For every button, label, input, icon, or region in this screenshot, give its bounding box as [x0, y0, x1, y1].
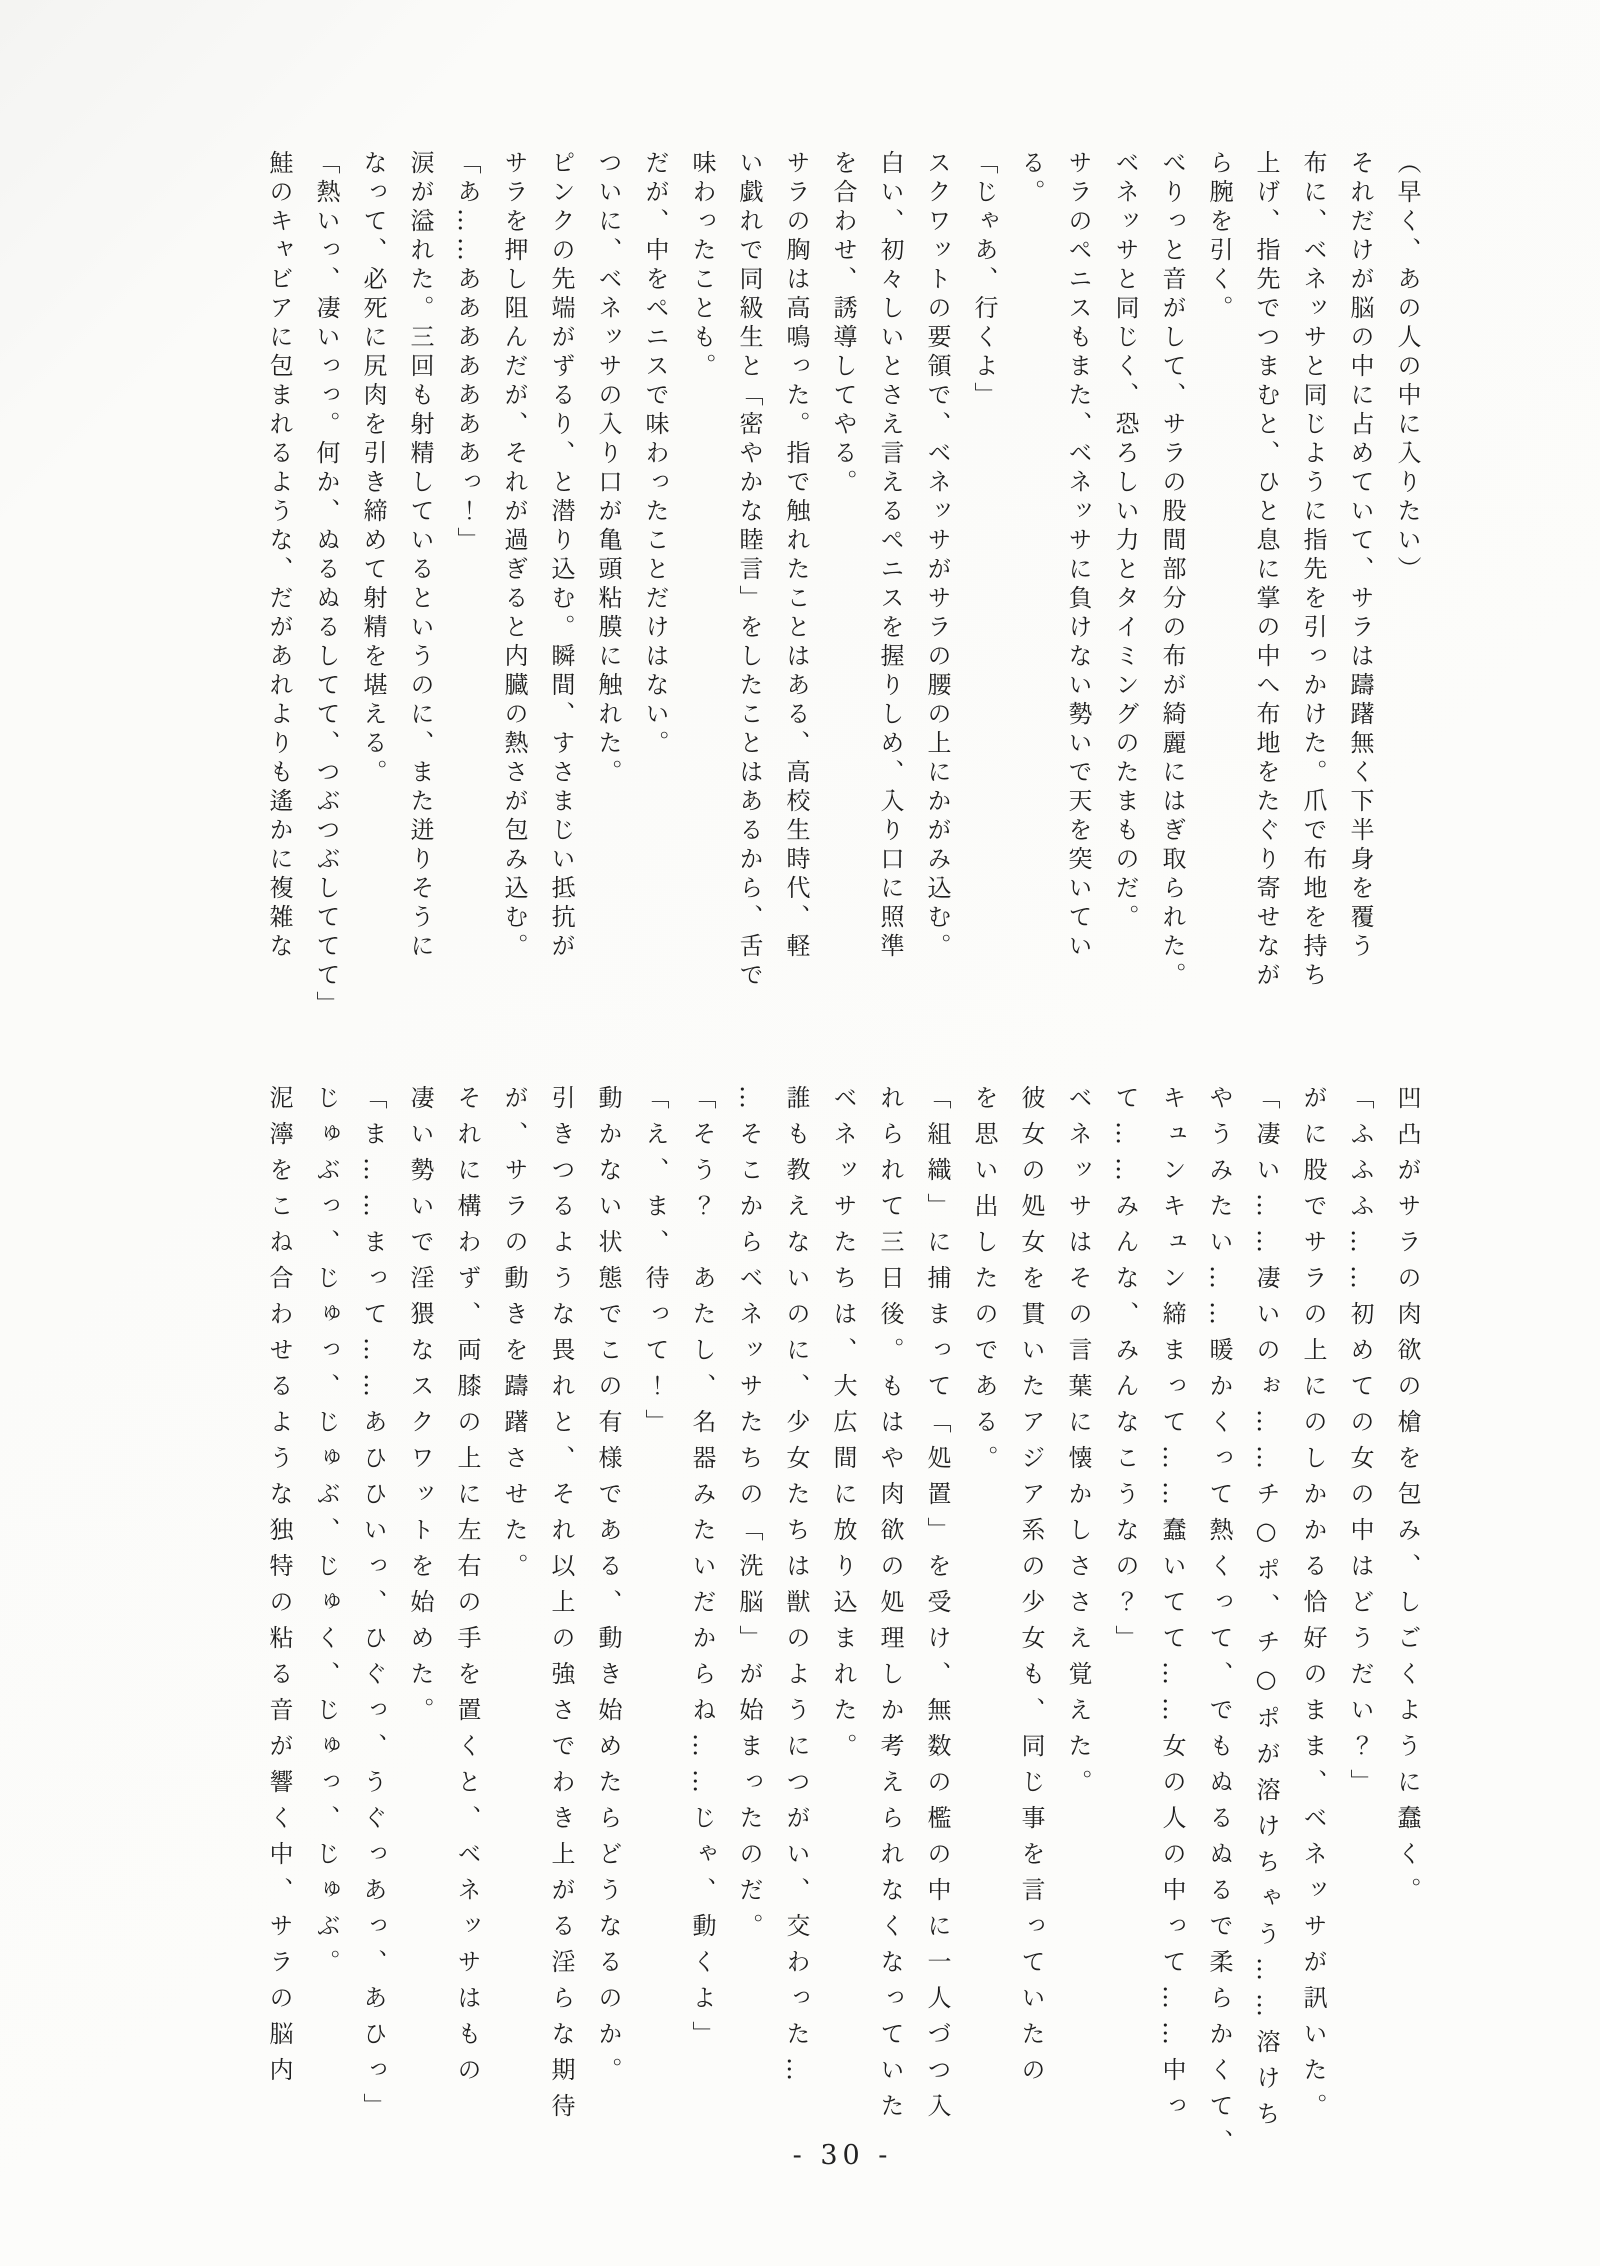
text-column: 「ま……まって……あひひいっ、ひぐっ、うぐっあっ、あひっ」: [359, 1085, 387, 2129]
text-column: がに股でサラの上にのしかかる恰好のまま、ベネッサが訊いた。: [1299, 1085, 1327, 2129]
text-column: 「熱いっ、凄いっっ。何か、ぬるぬるしてて、つぶつぶしててて」: [312, 150, 340, 1020]
text-column: 「凄い……凄いのぉ……チ○ポ、チ○ポが溶けちゃう……溶けち: [1252, 1085, 1280, 2137]
text-column: スクワットの要領で、ベネッサがサラの腰の上にかがみ込む。: [923, 150, 951, 962]
text-column: 味わったことも。: [688, 150, 716, 382]
text-column: だが、中をペニスで味わったことだけはない。: [641, 150, 669, 759]
text-column: ついに、ベネッサの入り口が亀頭粘膜に触れた。: [594, 150, 622, 788]
text-column: 彼女の処女を貫いたアジア系の少女も、同じ事を言っていたの: [1017, 1085, 1045, 2093]
text-column: ベネッサはその言葉に懐かしささえ覚えた。: [1064, 1085, 1092, 1805]
text-column: ピンクの先端がずるり、と潜り込む。瞬間、すさまじい抵抗が: [547, 150, 575, 962]
text-column: それだけが脳の中に占めていて、サラは躊躇無く下半身を覆う: [1346, 150, 1374, 962]
text-column: サラを押し阻んだが、それが過ぎると内臓の熱さが包み込む。: [500, 150, 528, 962]
text-column: 誰も教えないのに、少女たちは獣のようにつがい、交わった…: [782, 1085, 810, 2093]
text-column: い戯れで同級生と「密やかな睦言」をしたことはあるから、舌で: [735, 150, 763, 991]
text-column: が、サラの動きを躊躇させた。: [500, 1085, 528, 1589]
text-column: べりっと音がして、サラの股間部分の布が綺麗にはぎ取られた。: [1158, 150, 1186, 991]
text-column: じゅぶっ、じゅっ、じゅぶ、じゅく、じゅっ、じゅぶ。: [312, 1085, 340, 1985]
text-column: 布に、ベネッサと同じように指先を引っかけた。爪で布地を持ち: [1299, 150, 1327, 991]
text-column: 「ふふふ……初めての女の中はどうだい？」: [1346, 1085, 1374, 1805]
text-column: 「あ……あああああああっ！」: [453, 150, 481, 556]
text-column: 「じゃあ、行くよ」: [970, 150, 998, 411]
text-column: サラの胸は高鳴った。指で触れたことはある、高校生時代、軽: [782, 150, 810, 962]
text-column: 泥濘をこね合わせるような独特の粘る音が響く中、サラの脳内: [265, 1085, 293, 2093]
text-column: 「組織」に捕まって「処置」を受け、無数の檻の中に一人づつ入: [923, 1085, 951, 2129]
text-column: （早く、あの人の中に入りたい）: [1393, 150, 1421, 585]
text-column: …そこからベネッサたちの「洗脳」が始まったのだ。: [735, 1085, 763, 1949]
text-column: なって、必死に尻肉を引き締めて射精を堪える。: [359, 150, 387, 788]
text-block-top: [255, 150, 1430, 1080]
text-column: 涙が溢れた。三回も射精しているというのに、また迸りそうに: [406, 150, 434, 962]
text-column: を思い出したのである。: [970, 1085, 998, 1481]
text-column: れられて三日後。もはや肉欲の処理しか考えられなくなっていた: [876, 1085, 904, 2129]
text-column: ら腕を引く。: [1205, 150, 1233, 324]
text-column: て……みんな、みんなこうなの？」: [1111, 1085, 1139, 1661]
text-column: キュンキュン締まって……蠢いてて……女の人の中って……中っ: [1158, 1085, 1186, 2129]
text-column: ベネッサたちは、大広間に放り込まれた。: [829, 1085, 857, 1769]
text-column: 白い、初々しいとさえ言えるペニスを握りしめ、入り口に照準: [876, 150, 904, 962]
text-column: 動かない状態でこの有様である、動き始めたらどうなるのか。: [594, 1085, 622, 2093]
text-column: 鮭のキャビアに包まれるような、だがあれよりも遙かに複雑な: [265, 150, 293, 962]
text-column: る。: [1017, 150, 1045, 208]
text-column: それに構わず、両膝の上に左右の手を置くと、ベネッサはもの: [453, 1085, 481, 2093]
text-column: ベネッサと同じく、恐ろしい力とタイミングのたまものだ。: [1111, 150, 1139, 933]
text-column: 「そう？ あたし、名器みたいだからね……じゃ、動くよ」: [688, 1085, 716, 2057]
text-column: 凹凸がサラの肉欲の槍を包み、しごくように蠢く。: [1393, 1085, 1421, 1913]
page-number: - 30 -: [792, 2140, 893, 2171]
text-column: 「え、ま、待って！」: [641, 1085, 669, 1445]
text-column: サラのペニスもまた、ベネッサに負けない勢いで天を突いてい: [1064, 150, 1092, 962]
text-block-bottom: [255, 1085, 1430, 2175]
text-column: やうみたい……暖かくって熱くって、でもぬるぬるで柔らかくて、: [1205, 1085, 1233, 2165]
text-column: 凄い勢いで淫猥なスクワットを始めた。: [406, 1085, 434, 1733]
text-column: を合わせ、誘導してやる。: [829, 150, 857, 498]
text-column: 上げ、指先でつまむと、ひと息に掌の中へ布地をたぐり寄せなが: [1252, 150, 1280, 991]
text-column: 引きつるような畏れと、それ以上の強さでわき上がる淫らな期待: [547, 1085, 575, 2129]
